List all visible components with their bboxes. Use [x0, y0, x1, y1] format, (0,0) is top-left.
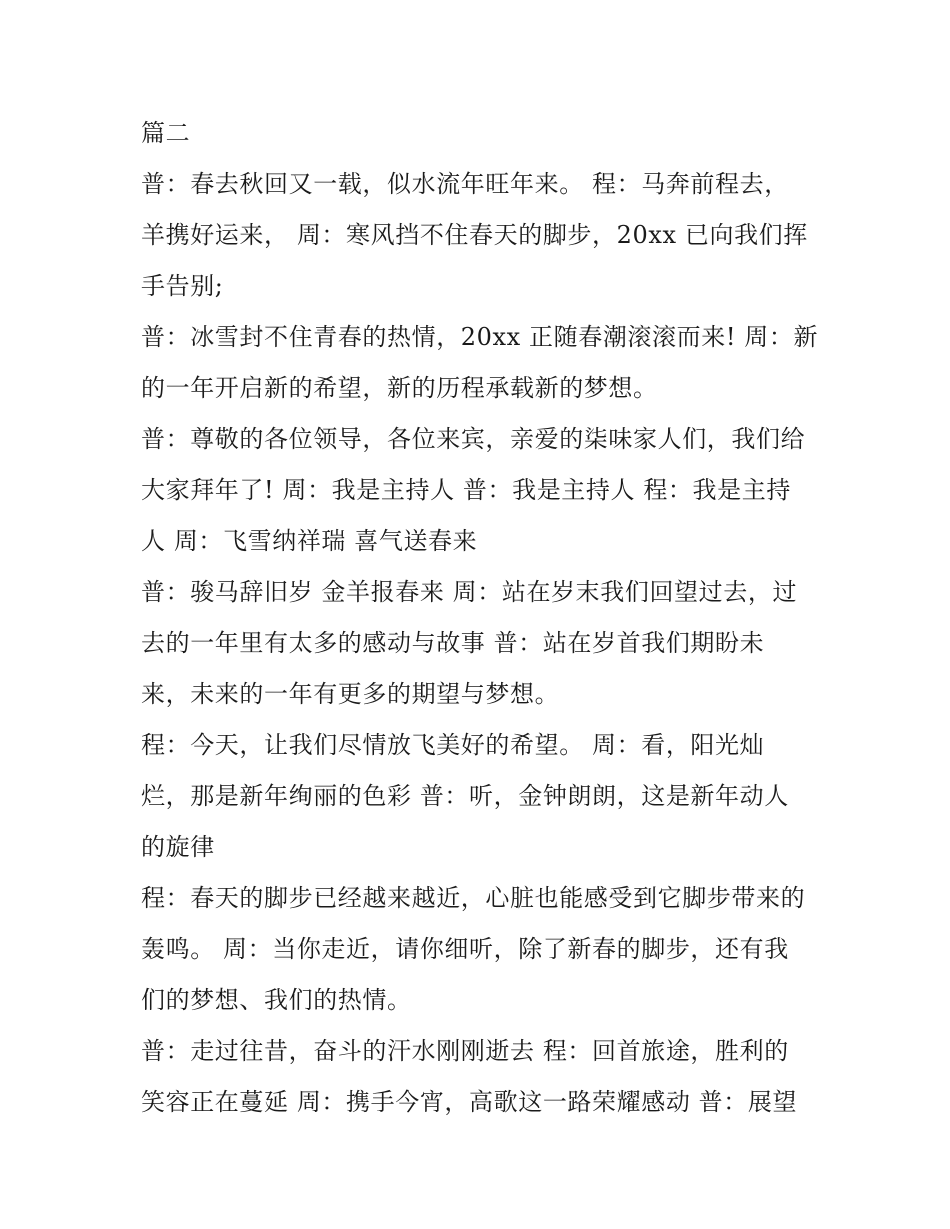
- text-line: 程：今天，让我们尽情放飞美好的希望。 周：看，阳光灿: [141, 731, 765, 759]
- text-line: 笑容正在蔓延 周：携手今宵，高歌这一路荣耀感动 普：展望: [141, 1088, 798, 1116]
- text-line: 来，未来的一年有更多的期望与梦想。: [141, 680, 560, 708]
- text-line: 程：春天的脚步已经越来越近，心脏也能感受到它脚步带来的: [141, 884, 806, 912]
- text-line: 手告别;: [141, 272, 224, 300]
- text-line: 普：冰雪封不住青春的热情，20xx 正随春潮滚滚而来! 周：新: [141, 323, 819, 351]
- text-line: 的旋律: [141, 833, 215, 861]
- text-line: 普：走过往昔，奋斗的汗水刚刚逝去 程：回首旅途，胜利的: [141, 1037, 789, 1065]
- section-heading: 篇二: [141, 119, 191, 147]
- text-line: 的一年开启新的希望，新的历程承载新的梦想。: [141, 374, 658, 402]
- text-line: 普：尊敬的各位领导，各位来宾，亲爱的柒味家人们，我们给: [141, 425, 806, 453]
- text-line: 们的梦想、我们的热情。: [141, 986, 412, 1014]
- text-line: 去的一年里有太多的感动与故事 普：站在岁首我们期盼未: [141, 629, 765, 657]
- text-line: 轰鸣。 周：当你走近，请你细听，除了新春的脚步，还有我: [141, 935, 789, 963]
- text-line: 大家拜年了! 周：我是主持人 普：我是主持人 程：我是主持: [141, 476, 791, 504]
- text-line: 烂，那是新年绚丽的色彩 普：听，金钟朗朗，这是新年动人: [141, 782, 789, 810]
- document-body: [141, 108, 821, 1128]
- text-line: 普：骏马辞旧岁 金羊报春来 周：站在岁末我们回望过去，过: [141, 578, 798, 606]
- text-line: 羊携好运来， 周：寒风挡不住春天的脚步，20xx 已向我们挥: [141, 221, 808, 249]
- text-line: 人 周：飞雪纳祥瑞 喜气送春来: [141, 527, 478, 555]
- text-line: 普：春去秋回又一载，似水流年旺年来。 程：马奔前程去，: [141, 170, 789, 198]
